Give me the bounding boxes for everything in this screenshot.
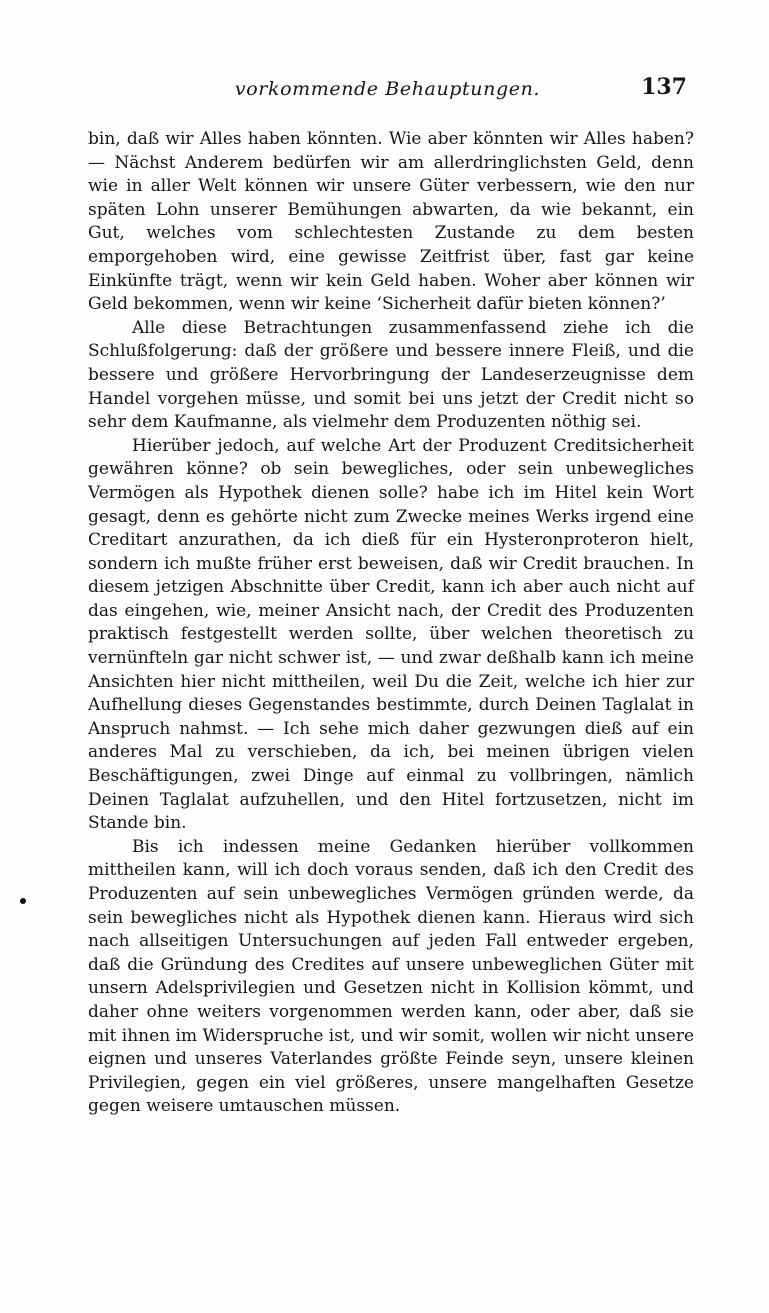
- paragraph-2: Alle diese Betrachtungen zusammenfassend ziehe ich die Schlußfolgerung: daß der größere und bessere innere Fleiß, und die bessere und größere Hervorbringung der Landeserzeugnisse dem Handel vorgehen müsse, und somit bei uns jetzt der Credit nicht so sehr dem Kaufmanne, als vielmehr dem Produzenten nöthig sei.: [88, 317, 694, 433]
- page-number: 137: [641, 74, 687, 100]
- page-header: [88, 74, 687, 106]
- paragraph-4: Bis ich indessen meine Gedanken hierüber vollkommen mittheilen kann, will ich doch voraus senden, daß ich den Credit des Produzenten auf sein unbewegliches Vermögen gründen werde, da sein bewegliches nicht als Hypothek dienen kann. Hieraus wird sich nach allseitigen Untersuchungen auf jeden Fall entweder ergeben, daß die Gründung des Credites auf unsere unbeweglichen Güter mit unsern Adelsprivilegien und Gesetzen nicht in Kollision kömmt, und daher ohne weiters vorgenommen werden kann, oder aber, daß sie mit ihnen im Widerspruche ist, und wir somit, wollen wir nicht unsere eignen und unseres Vaterlandes größte Feinde seyn, unsere kleinen Privilegien, gegen ein viel größeres, unsere mangelhaften Gesetze gegen weisere umtauschen müssen.: [88, 836, 695, 1117]
- paragraph-1: bin, daß wir Alles haben könnten. Wie aber könnten wir Alles haben? — Nächst Anderem bedürfen wir am allerdringlichsten Geld, denn wie in aller Welt können wir unsere Güter verbessern, wie den nur späten Lohn unserer Bemühungen abwarten, da wie bekannt, ein Gut, welches vom schlechtesten Zustande zu dem besten emporgehoben wird, eine gewisse Zeitfrist über, fast gar keine Einkünfte trägt, wenn wir kein Geld haben. Woher aber können wir Geld bekommen, wenn wir keine ‘Sicherheit dafür bieten können?’: [88, 129, 694, 315]
- margin-dot-mark: [20, 898, 26, 904]
- body-text: [88, 128, 694, 1119]
- running-title: vorkommende Behauptungen.: [234, 78, 541, 100]
- paragraph-3: Hierüber jedoch, auf welche Art der Produzent Creditsicherheit gewähren könne? ob sein bewegliches, oder sein unbewegliches Vermögen als Hypothek dienen solle? habe ich im Hitel kein Wort gesagt, denn es gehörte nicht zum Zwecke meines Werks irgend eine Creditart anzurathen, da ich dieß für ein Hysteronproteron hielt, sondern ich mußte früher erst beweisen, daß wir Credit brauchen. In diesem jetzigen Abschnitte über Credit, kann ich aber auch nicht auf das eingehen, wie, meiner Ansicht nach, der Credit des Produzenten praktisch festgestellt werden sollte, über welchen theoretisch zu vernünfteln gar nicht schwer ist, — und zwar deßhalb kann ich meine Ansichten hier nicht mittheilen, weil Du die Zeit, welche ich hier zur Aufhellung dieses Gegenstandes bestimmte, durch Deinen Taglalat in Anspruch nahmst. — Ich sehe mich daher gezwungen dieß auf ein anderes Mal zu verschieben, da ich, bei meinen übrigen vielen Beschäftigungen, zwei Dinge auf einmal zu vollbringen, nämlich Deinen Taglalat aufzuhellen, und den Hitel fortzusetzen, nicht im Stande bin.: [88, 435, 694, 834]
